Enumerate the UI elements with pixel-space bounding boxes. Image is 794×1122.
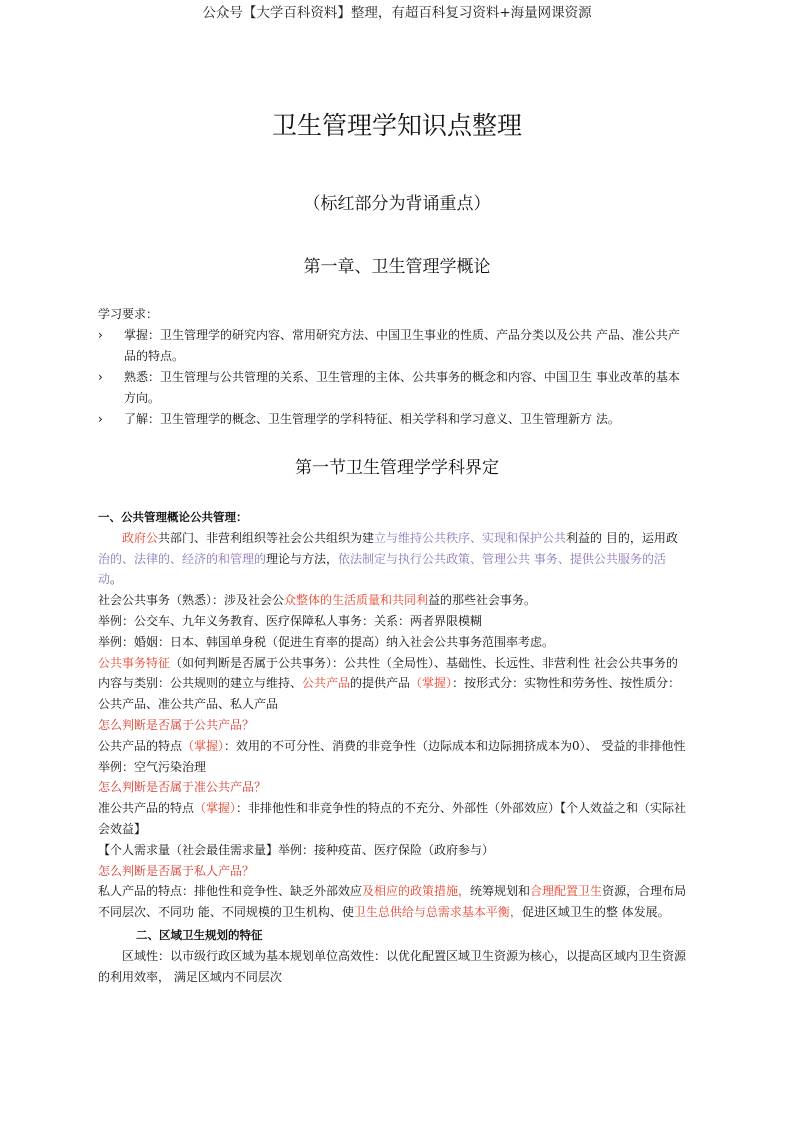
paragraph-demand: 【个人需求量（社会最佳需求量】举例：接种疫苗、医疗保险（政府参与） [98,842,495,857]
section-heading: 第一节卫生管理学学科界定 [295,458,499,478]
highlight-red: （掌握） [182,738,225,753]
paragraph-affairs-features [98,653,688,715]
highlight-red: 合理配置卫生 [530,884,603,899]
text-span: ：按形式分：实物性和劳务性、按性质分：公共产品、准公共产品、私人产品 [98,676,681,712]
text-span: 统筹规划和 [470,884,531,899]
text-span: 益的那些社会事务。 [428,593,537,608]
paragraph-quasi-public-goods [98,798,688,840]
text-span: ：效用的不可分性、消费的非竞争性（边际成本和边际拥挤成本为0）、 受益的非排他性举例：空气污染治理 [98,738,686,774]
paragraph-public-goods [98,736,688,778]
highlight-red: 公共产品 [302,676,351,691]
document-body [98,507,688,987]
paragraph-example-1: 举例：公交车、九年义务教育、医疗保障私人事务：关系：两者界限模糊 [98,613,483,628]
requirement-text: 了解：卫生管理学的概念、卫生管理学的学科特征、相关学科和学习意义、卫生管理新方 法。 [124,412,620,426]
highlight-red: 政府公 [122,530,159,545]
requirement-text: 掌握：卫生管理学的研究内容、常用研究方法、中国卫生事业的性质、产品分类以及公共 产品、准公共产品的特点。 [124,328,680,363]
highlight-red: 及相应的政策措施， [362,884,471,899]
paragraph-regional: 区域性：以市级行政区域为基本规划单位高效性：以优化配置区域卫生资源为核心，以提高区域内卫生资源的利用效率， 满足区域内不同层次 [98,948,687,984]
text-span: ：非排他性和非竞争性的特点的不充分、外部性（外部效应）【个人效益之和（实际社会效益】 [98,801,687,836]
text-span: 利益的 目的，运用政 [566,530,678,545]
highlight-purple: 治的、法律的、经济的和管理的 [98,551,267,566]
requirement-text: 熟悉：卫生管理与公共管理的关系、卫生管理的主体、公共事务的概念和内容、中国卫生 事业改革的基本方向。 [124,370,680,405]
question-private-goods: 怎么判断是否属于私人产品？ [98,863,255,878]
text-span: 资源，合理布局不同层次、不同功 能、不同规模的卫生机构、使 [98,884,687,920]
text-span: 社会公共事务（熟悉）：涉及社会公 [98,593,285,608]
question-public-goods: 怎么判断是否属于公共产品？ [98,717,255,732]
text-span: 共部门、非营利组织等社会公共组织为建 [158,530,375,545]
highlight-red: 公共事务特征 [98,655,171,670]
text-span: 私人产品的特点：排他性和竞争性、缺乏外部效应 [98,884,363,899]
highlight-purple: 依法制定与执行公共政策、管理公共 事务、提供公共服务的活动 [98,551,666,587]
text-span: 。 [110,572,123,587]
text-span: 理论与方法， [266,551,339,566]
heading-regional-planning: 二、区域卫生规划的特征 [136,927,263,942]
text-span: 促进区域卫生的整 体发展。 [521,905,670,920]
requirement-item-familiar [98,367,688,409]
text-span: （如何判断是否属于公共事务）：公共性（全局性）、基础性、长远性、非营利性 社会公共事务的内容与类别：公共规则的建立与维持、 [98,655,678,691]
chevron-right-icon: › [98,328,103,342]
requirement-item-master [98,325,688,367]
source-banner: 公众号【大学百科资料】整理，有超百科复习资料+海量网课资源 [202,5,592,21]
text-span: 的提供产品 [350,676,411,691]
learning-requirements [98,304,688,430]
highlight-red: 众整体的生活质量和共同利 [284,593,429,608]
question-quasi-public-goods: 怎么判断是否属于准公共产品？ [98,780,267,795]
requirement-item-understand [98,409,688,430]
paragraph-example-2: 举例：婚姻：日本、韩国单身税（促进生育率的提高）纳入社会公共事务范围率考虑。 [98,634,555,649]
highlight-red: （掌握） [410,676,453,691]
highlight-red: 卫生总供给与总需求基本平衡， [353,905,522,920]
requirements-heading: 学习要求： [98,307,159,321]
chevron-right-icon: › [98,370,103,384]
heading-public-management: 一、公共管理概论公共管理： [98,510,248,524]
paragraph-definition [98,528,688,590]
highlight-purple: 立与维持公共秩序、实现和保护公共 [374,530,567,545]
text-span: 准公共产品的特点 [98,801,195,816]
paragraph-private-goods [98,881,688,923]
text-span: 公共产品的特点 [98,738,183,753]
document-subtitle: （标红部分为背诵重点） [303,194,491,214]
chapter-heading: 第一章、卫生管理学概论 [303,257,491,277]
paragraph-social-affairs [98,590,688,611]
highlight-red: （掌握） [194,801,237,816]
chevron-right-icon: › [98,412,103,426]
document-title: 卫生管理学知识点整理 [271,111,522,140]
